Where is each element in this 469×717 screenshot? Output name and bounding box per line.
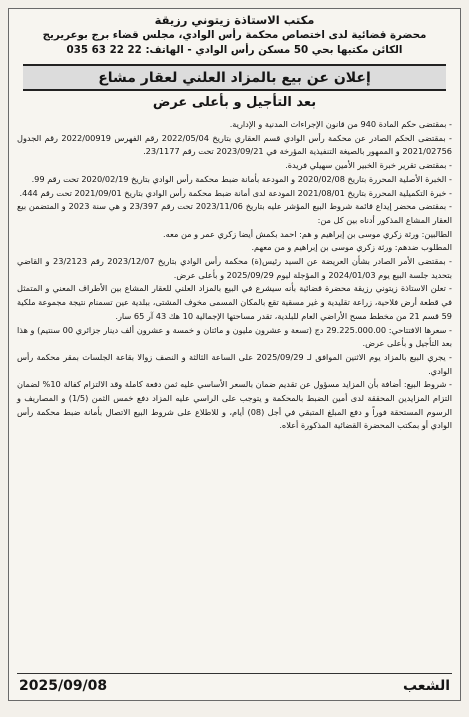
- paragraph-claimants: الطالبين: ورثة زكري موسى بن إبراهيم و هم: احمد بكمش أيضا زكري عمر و من معه.: [163, 228, 452, 239]
- paragraph-order: - بمقتضى الأمر الصادر بشأن العريضة عن السيد رئيس(ة) محكمة رأس الوادي بتاريخ 2023/12/07 رقم 23/2123 و القاضي بتحديد جلسة البيع يوم 2024/01/03 و المؤجلة ليوم 2025/09/29 و بأعلى عرض.: [17, 256, 453, 280]
- paragraph-auction-date: - يجري البيع بالمزاد يوم الاثنين الموافق لـ 2025/09/29 على الساعة الثالثة و النصف زوالا بقاعة الجلسات بمقر محكمة رأس الوادي.: [17, 351, 452, 376]
- paragraph-legal-basis: - بمقتضى حكم المادة 940 من قانون الإجراءات المدنية و الإدارية.: [229, 119, 452, 129]
- paragraph-sale-terms: - شروط البيع: أضافة بأن المزايد مسؤول عن تقديم ضمان بالسعر الأساسي عليه ثمن دفعة كاملة وقد الالتزام كفالة 10% لضمان التزام المزايدين المحققة لدى أمين الضبط بالمحكمة و يتوجب على الراسي عليه المزاد دفع خمس الثمن (1/5) و المصاريف و الرسوم المستحقة فوراً و دفع المبلغ المتبقي في أجل (08) أيام، و للاطلاع على شروط البيع الاتصال بأمانة ضبط محكمة رأس الوادي أو بمكتب المحضرة القضائية المذكورة أعلاه.: [17, 379, 452, 431]
- paragraph-judgment: - بمقتضى الحكم الصادر عن محكمة رأس الوادي قسم العقاري بتاريخ 2022/05/04 رقم الفهرس 2022/00919 رقم الجدول 2021/02756 و الممهور بالصيغة التنفيذية المؤرخة في 2023/09/21 تحت رقم 23/1177.: [17, 132, 452, 157]
- paragraph-conditions-filing: - بمقتضى محضر إيداع قائمة شروط البيع المؤشر عليه بتاريخ 2023/11/06 تحت رقم 23/397 و هي سنة 2023 و المتضمن بيع العقار المشاع المذكور أدناه بين كل من:: [17, 201, 452, 225]
- office-name: مكتب الاستاذة زيتوني رزيقة: [154, 13, 315, 27]
- paragraph-expert: - بمقتضى تقرير خبرة الخبير الأمين سهيلي فريدة.: [285, 160, 452, 171]
- notice-body: [17, 118, 452, 433]
- footer-divider: [17, 673, 452, 674]
- paragraph-opening-price: - سعرها الافتتاحي: 29.225.000.00 دج (تسعة و عشرون مليون و مائتان و خمسة و عشرون ألف دينار جزائري 00 سنتيم) و هذا بعد التأجيل و بأعلى عرض.: [17, 324, 452, 349]
- footer: [19, 678, 450, 694]
- publication-date: 2025/09/08: [19, 678, 108, 694]
- office-address: الكائن مكتبها بحي 50 مسكن رأس الوادي - الهاتف: 22 22 63 035: [66, 44, 403, 56]
- paragraph-complementary-expertise: - خبرة التكميلية المحررة بتاريخ 2021/08/01 المودعة لدى أمانة ضبط محكمة رأس الوادي بتاريخ 2021/09/01 تحت رقم 444.: [19, 187, 452, 198]
- paragraph-original-expertise: - الخبرة الأصلية المحررة بتاريخ 2020/02/08 و المودعة بأمانة ضبط محكمة رأس الوادي بتاريخ 2020/02/19 تحت رقم 99.: [31, 173, 452, 184]
- notice-title: إعلان عن بيع بالمزاد العلني لعقار مشاع: [98, 70, 371, 86]
- notice-subtitle: بعد التأجيل و بأعلى عرض: [152, 95, 317, 110]
- paragraph-property: - تعلن الاستاذة زيتوني رزيقة محضرة قضائية بأنه سيشرع في البيع بالمزاد العلني للعقار المشاع بين الأطراف المعني و المتمثل في قطعة أرض فلاحية، زراعة تقليدية و غير مسقية تقع بالمكان المسمى مخوف المشتى، ببلدية عين تسمنام نتيجة مجموعة ملكية 59 قسم 21 من مخطط مسح الأراضي العام للبلدية، تقدر مساحتها الإجمالية 10 هك 43 آر 65 سار.: [17, 283, 452, 321]
- newspaper-name: الشعب: [402, 678, 450, 694]
- office-title: محضرة قضائية لدى اختصاص محكمة رأس الوادي، مجلس قضاء برج بوعريريج: [42, 29, 427, 41]
- notice-title-box: [23, 64, 446, 91]
- paragraph-defendants: المطلوب ضدهم: ورثة زكري موسى بن إبراهيم و من معهم.: [251, 242, 452, 253]
- legal-notice: [8, 8, 461, 701]
